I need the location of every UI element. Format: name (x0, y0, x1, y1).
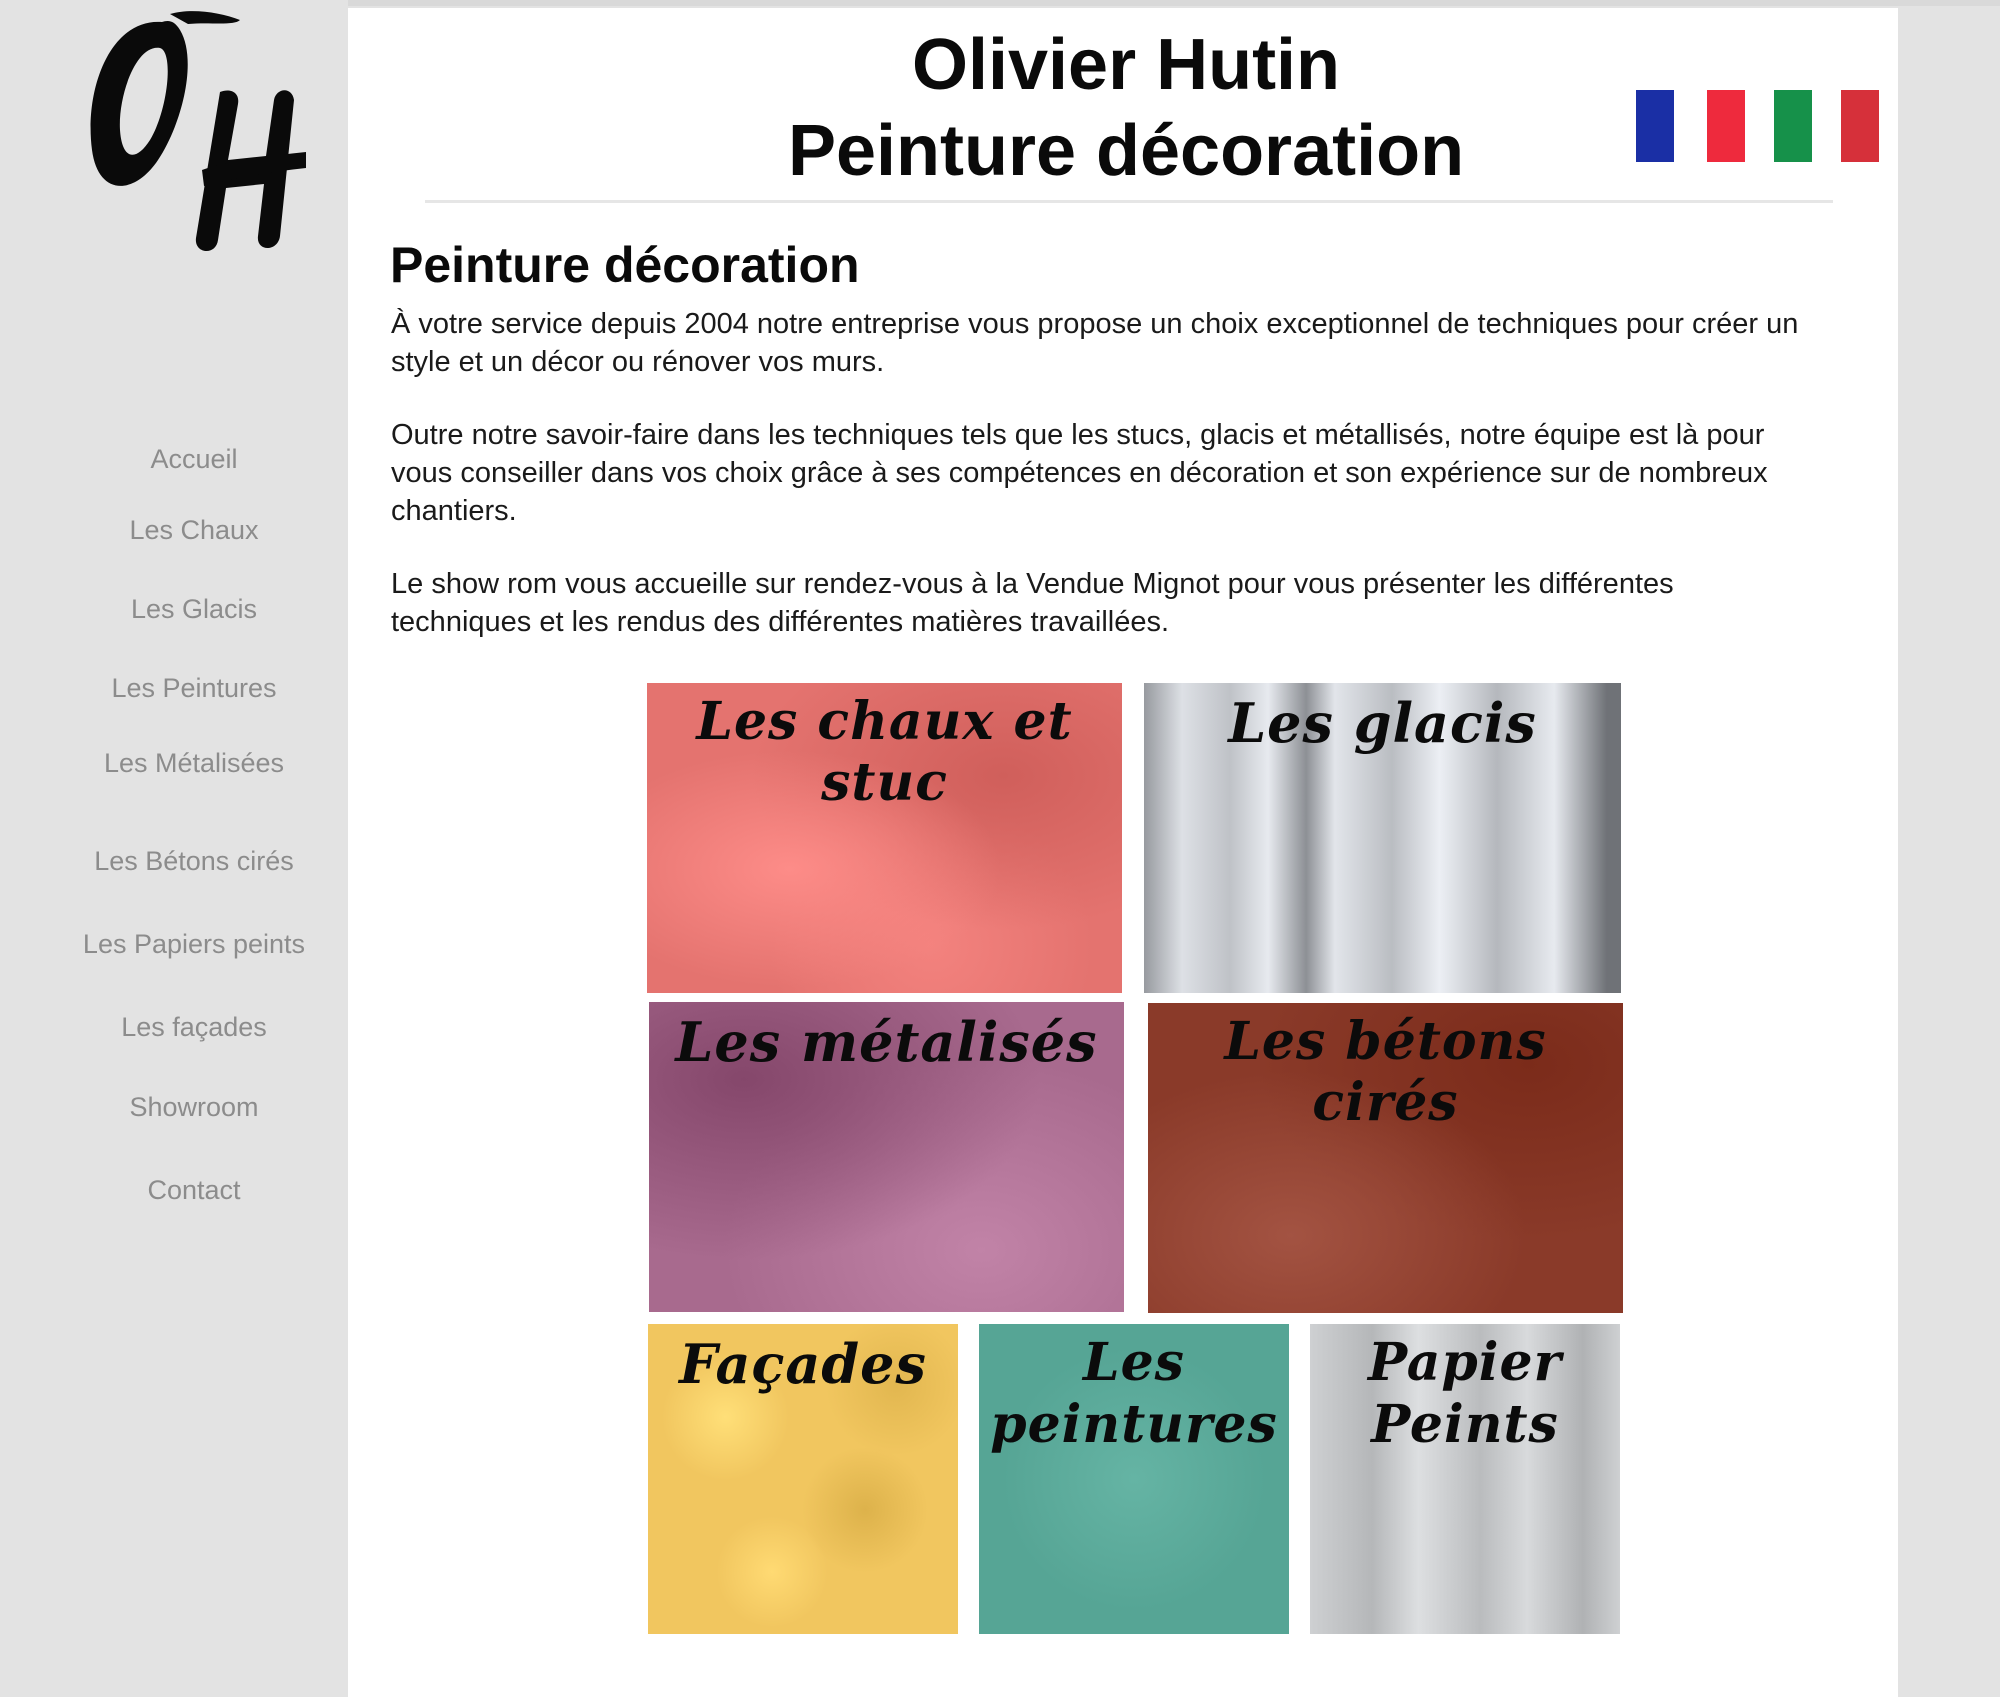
tile-peintures-label-line1: Les (1083, 1332, 1185, 1393)
tile-chaux-et-stuc[interactable] (647, 683, 1122, 993)
nav-les-peintures[interactable]: Les Peintures (111, 673, 277, 703)
tile-peintures[interactable] (979, 1324, 1289, 1634)
nav-les-papiers-peints[interactable]: Les Papiers peints (82, 929, 306, 959)
language-flags (1636, 90, 1896, 166)
header-divider (425, 200, 1833, 203)
intro-paragraph-3: Le show rom vous accueille sur rendez-vous à la Vendue Mignot pour vous présenter les différentes techniques et les rendus des différentes matières travaillées. (391, 568, 1674, 638)
nav-les-metalisees[interactable]: Les Métalisées (103, 748, 285, 778)
tile-papier-peints[interactable] (1310, 1324, 1620, 1634)
site-title-line1: Olivier Hutin (911, 25, 1341, 105)
page-heading: Peinture décoration (390, 237, 860, 293)
tile-chaux-et-stuc-label: Les chaux et stuc (696, 691, 1073, 813)
nav-les-betons-cires[interactable]: Les Bétons cirés (94, 846, 294, 876)
tile-betons-cires-label: Les bétons cirés (1224, 1011, 1547, 1133)
tile-papier-peints-label-line1: Papier (1368, 1332, 1562, 1393)
french-flag-blue-icon[interactable] (1636, 90, 1674, 162)
tile-metalises[interactable] (649, 1002, 1124, 1312)
intro-paragraph-1: À votre service depuis 2004 notre entreprise vous propose un choix exceptionnel de techniques pour créer un style et un décor ou rénover vos murs. (391, 308, 1799, 378)
main-content (348, 8, 1898, 1697)
oh-logo-icon (70, 0, 310, 260)
site-logo[interactable] (70, 0, 310, 260)
tile-facades-label: Façades (679, 1332, 927, 1396)
nav-accueil[interactable]: Accueil (150, 444, 238, 474)
tile-glacis-label: Les glacis (1228, 691, 1537, 755)
tile-metalises-label: Les métalisés (675, 1010, 1098, 1074)
italian-flag-red-icon[interactable] (1841, 90, 1879, 162)
nav-contact[interactable]: Contact (147, 1175, 241, 1205)
nav-showroom[interactable]: Showroom (129, 1092, 259, 1122)
tile-peintures-label-line2: peintures (990, 1394, 1278, 1455)
nav-les-facades[interactable]: Les façades (121, 1012, 267, 1042)
tile-papier-peints-label-line2: Peints (1371, 1394, 1559, 1455)
tile-papier-peints-label (1310, 1332, 1620, 1456)
tile-facades[interactable] (648, 1324, 958, 1634)
site-title-line2: Peinture décoration (787, 111, 1465, 191)
nav-les-glacis[interactable]: Les Glacis (130, 594, 258, 624)
sidebar (0, 0, 348, 1697)
tile-glacis[interactable] (1144, 683, 1621, 993)
nav-les-chaux[interactable]: Les Chaux (129, 515, 259, 545)
intro-paragraph-2: Outre notre savoir-faire dans les techniques tels que les stucs, glacis et métallisés, notre équipe est là pour vous conseiller dans vos choix grâce à ses compétences en décoration et son expérience sur de nombreux chantiers. (391, 419, 1768, 527)
tile-peintures-label (979, 1332, 1289, 1456)
tile-betons-cires[interactable] (1148, 1003, 1623, 1313)
italian-flag-green-icon[interactable] (1774, 90, 1812, 162)
french-flag-red-icon[interactable] (1707, 90, 1745, 162)
